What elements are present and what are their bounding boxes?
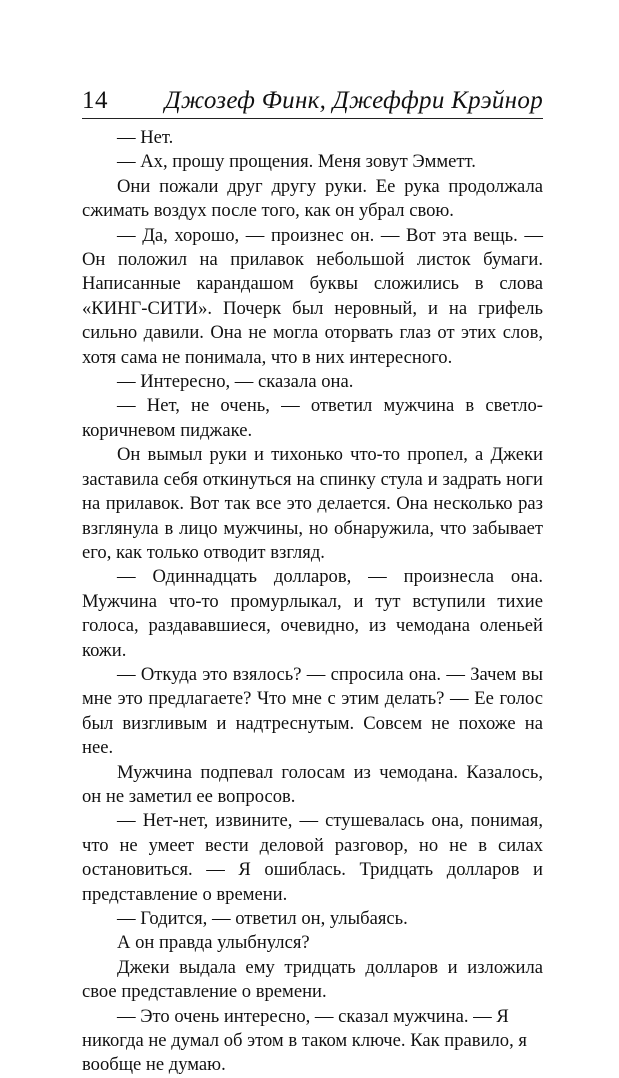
paragraph: — Откуда это взялось? — спросила она. — Зачем вы мне это предлагаете? Что мне с этим делать? — Ее голос был визгливым и надтреснутым. Совсем не похоже на нее. <box>82 663 543 759</box>
paragraph: Они пожали друг другу руки. Ее рука продолжала сжимать воздух после того, как он убрал свою. <box>82 175 543 222</box>
paragraph: — Годится, — ответил он, улыбаясь. <box>117 908 408 929</box>
running-title: Джозеф Финк, Джеффри Крэйнор <box>164 87 543 114</box>
paragraph: — Нет. <box>117 127 174 148</box>
paragraph: А он правда улыбнулся? <box>117 932 310 954</box>
header-rule <box>82 118 543 119</box>
paragraph: — Нет-нет, извините, — стушевалась она, понимая, что не умеет вести деловой разговор, но не в силах остановиться. — Я ошиблась. Тридцать долларов и представление о времени. <box>82 810 543 905</box>
paragraph: — Да, хорошо, — произнес он. — Вот эта вещь. — Он положил на прилавок небольшой листок бумаги. Написанные карандашом буквы сложились в слова «КИНГ-СИТИ». Почерк был неровный, и на грифель сильно давили. Она не могла оторвать глаз от этих слов, хотя сама не понимала, что в них интересного. <box>82 224 543 368</box>
paragraph: — Ах, прошу прощения. Меня зовут Эмметт. <box>117 151 476 173</box>
paragraph: — Одиннадцать долларов, — произнесла она. Мужчина что-то промурлыкал, и тут вступили тихие голоса, раздававшиеся, очевидно, из чемодана оленьей кожи. <box>82 566 543 661</box>
running-head <box>82 76 543 116</box>
paragraph: — Это очень интересно, — сказал мужчина. — Я никогда не думал об этом в таком ключе. Как правило, я вообще не думаю. <box>82 1005 527 1076</box>
paragraph: — Интересно, — сказала она. <box>117 371 354 393</box>
paragraph: Мужчина подпевал голосам из чемодана. Казалось, он не заметил ее вопросов. <box>82 761 543 807</box>
paragraph: Он вымыл руки и тихонько что-то пропел, а Джеки заставила себя откинуться на спинку стула и задрать ноги на прилавок. Вот так все это делается. Она несколько раз взглянула в лицо мужчины, но обнаружила, что забывает его, как только отводит взгляд. <box>82 444 543 563</box>
paragraph: — Нет, не очень, — ответил мужчина в светло-коричневом пиджаке. <box>82 395 543 441</box>
body-text <box>82 126 543 1078</box>
page-number: 14 <box>82 87 108 114</box>
paragraph: Джеки выдала ему тридцать долларов и изложила свое представление о времени. <box>82 956 543 1003</box>
